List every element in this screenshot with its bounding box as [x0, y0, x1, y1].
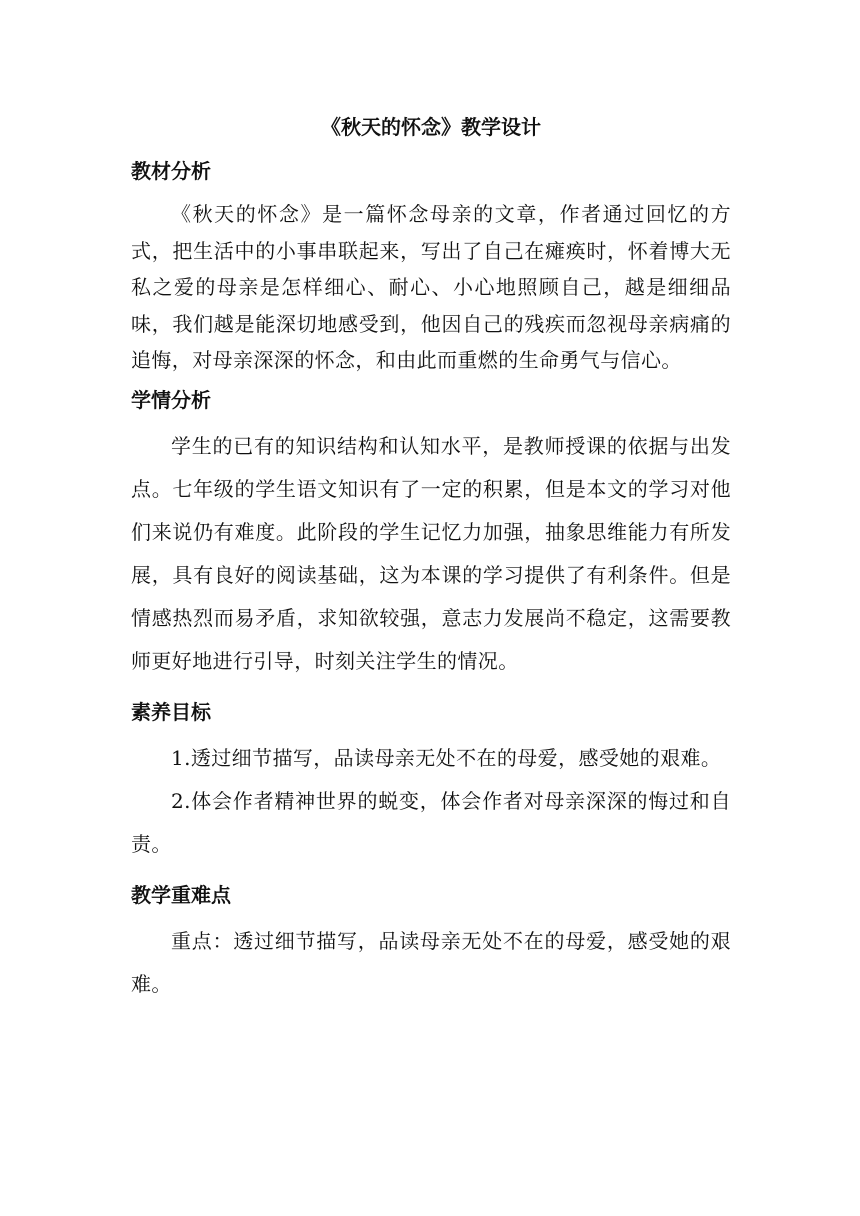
section-heading: 素养目标 [131, 699, 211, 724]
section-literacy-goals [131, 697, 731, 866]
section-heading: 教学重难点 [131, 882, 231, 907]
document-body [131, 112, 731, 1012]
section-student-analysis [131, 385, 731, 683]
section-paragraph: 《秋天的怀念》是一篇怀念母亲的文章，作者通过回忆的方式，把生活中的小事串联起来，写出了自己在瘫痪时，怀着博大无私之爱的母亲是怎样细心、耐心、小心地照顾自己，越是细细品味，我们越是能深切地感受到，他因自己的残疾而忽视母亲病痛的追悔，对母亲深深的怀念，和由此而重燃的生命勇气与信心。 [131, 202, 731, 372]
goal-item: 1.透过细节描写，品读母亲无处不在的母爱，感受她的艰难。 [171, 745, 722, 770]
section-heading: 学情分析 [131, 387, 211, 412]
document-title: 《秋天的怀念》教学设计 [321, 115, 541, 139]
section-paragraph: 学生的已有的知识结构和认知水平，是教师授课的依据与出发点。七年级的学生语文知识有了一定的积累，但是本文的学习对他们来说仍有难度。此阶段的学生记忆力加强，抽象思维能力有所发展，具有良好的阅读基础，这为本课的学习提供了有利条件。但是情感热烈而易矛盾，求知欲较强，意志力发展尚不稳定，这需要教师更好地进行引导，时刻关注学生的情况。 [131, 433, 731, 673]
section-heading: 教材分析 [131, 159, 211, 183]
section-textbook-analysis [131, 156, 731, 379]
goal-item: 2.体会作者精神世界的蜕变，体会作者对母亲深深的悔过和自责。 [131, 788, 731, 856]
section-key-points [131, 880, 731, 1006]
section-paragraph: 重点：透过细节描写，品读母亲无处不在的母爱，感受她的艰难。 [131, 928, 731, 996]
